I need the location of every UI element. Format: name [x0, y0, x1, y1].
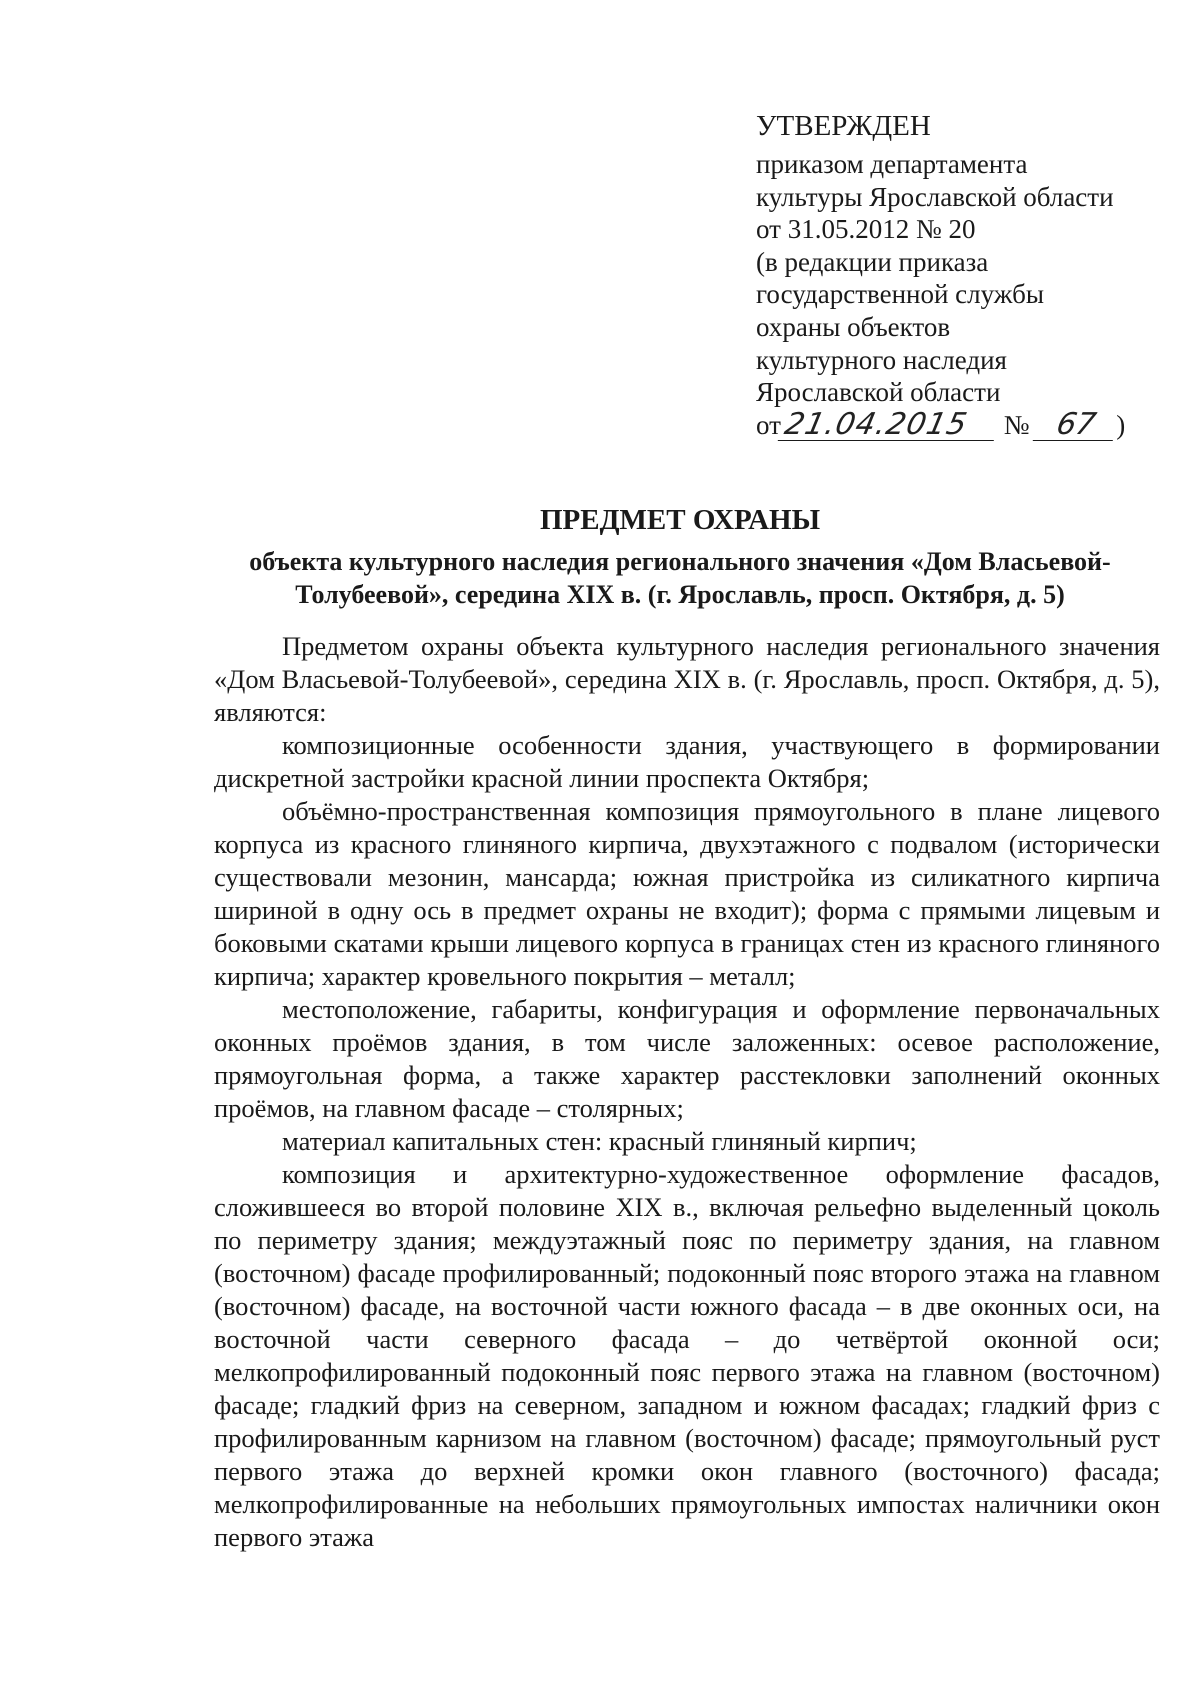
approval-line: приказом департамента	[756, 149, 1028, 179]
approval-line: культурного наследия	[756, 344, 1007, 375]
sign-prefix: от	[756, 409, 781, 440]
body-paragraph: композиционные особенности здания, участвующего в формировании дискретной застройки красной линии проспекта Октября;	[214, 730, 1160, 793]
document-body	[214, 630, 1160, 1554]
body-paragraph: композиция и архитектурно-художественное оформление фасадов, сложившееся во второй половине XIX в., включая рельефно выделенный цоколь по периметру здания; междуэтажный пояс по периметру здания, на главном (восточном) фасаде профилированный; подоконный пояс второго этажа на главном (восточном) фасаде, на восточной части южного фасада – в две оконных оси, на восточной части северного фасада – до четвёртой оконной оси; мелкопрофилированный подоконный пояс первого этажа на главном (восточном) фасаде; гладкий фриз на северном, западном и южном фасадах; гладкий фриз с профилированным карнизом на главном (восточном) фасаде; прямоугольный руст первого этажа до верхней кромки окон главного (восточного) фасада; мелкопрофилированные на небольших прямоугольных импостах наличники окон первого этажа	[214, 1159, 1160, 1552]
document-title: ПРЕДМЕТ ОХРАНЫ	[539, 504, 821, 536]
approval-line: от 31.05.2012 № 20	[756, 214, 976, 245]
closing-paren: )	[1116, 409, 1126, 440]
approval-heading: УТВЕРЖДЕН	[756, 110, 931, 142]
handwritten-date: 21.04.2015	[778, 410, 1001, 441]
approval-line: (в редакции приказа	[756, 246, 989, 277]
body-paragraph: объёмно-пространственная композиция прямоугольного в плане лицевого корпуса из красного глиняного кирпича, двухэтажного с подвалом (исторически существовали мезонин, мансарда; южная пристройка из силикатного кирпича шириной в одну ось в предмет охраны не входит); форма с прямыми лицевым и боковыми скатами крыши лицевого корпуса в границах стен из красного глиняного кирпича; характер кровельного покрытия – металл;	[214, 796, 1160, 991]
body-paragraph: местоположение, габариты, конфигурация и оформление первоначальных оконных проёмов здания, в том числе заложенных: осевое расположение, прямоугольная форма, а также характер расстекловки заполнений оконных проёмов, на главном фасаде – столярных;	[214, 994, 1160, 1123]
document-subtitle: объекта культурного наследия регионального значения «Дом Власьевой-Толубеевой», середина XIX в. (г. Ярославль, просп. Октября, д. 5)	[249, 547, 1111, 609]
approval-stamp-block	[756, 106, 1176, 441]
handwritten-number: 67	[1033, 410, 1120, 441]
approval-sign-line	[756, 406, 1176, 442]
approval-line: государственной службы	[756, 279, 1044, 310]
document-title-block	[190, 500, 1170, 611]
body-paragraph: материал капитальных стен: красный глиняный кирпич;	[282, 1126, 917, 1156]
approval-line: Ярославской области	[756, 377, 1001, 408]
body-paragraph: Предметом охраны объекта культурного наследия регионального значения «Дом Власьевой-Толубеевой», середина XIX в. (г. Ярославль, просп. Октября, д. 5), являются:	[214, 631, 1160, 727]
number-sign: №	[1003, 409, 1030, 440]
approval-line: культуры Ярославской области	[756, 181, 1114, 212]
approval-line: охраны объектов	[756, 311, 951, 342]
